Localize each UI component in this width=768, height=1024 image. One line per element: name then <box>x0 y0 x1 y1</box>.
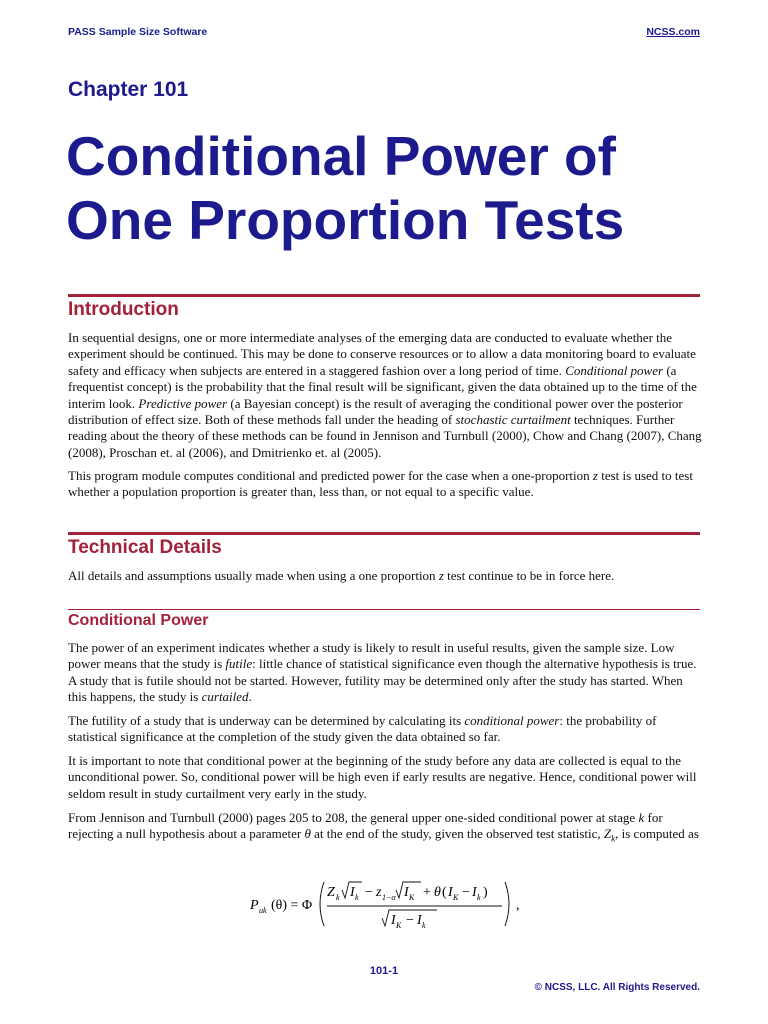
formula-ik-2: I <box>404 885 409 900</box>
section-divider-technical <box>68 532 700 535</box>
formula-theta: θ <box>434 885 441 900</box>
heading-conditional-power: Conditional Power <box>68 612 209 629</box>
formula-ik-3: I <box>448 885 453 900</box>
section-divider-introduction <box>68 294 700 297</box>
formula-plus: + <box>423 885 431 900</box>
conditional-power-formula <box>250 876 530 932</box>
formula-ik-4-sub: k <box>477 893 481 902</box>
formula-ik-6: I <box>417 913 422 928</box>
formula-minus-1: − <box>365 885 373 900</box>
formula-minus-3: − <box>406 913 414 928</box>
formula-zk: Z <box>327 885 335 900</box>
formula-p-sub: uk <box>259 906 267 915</box>
section-divider-conditional-power <box>68 609 700 610</box>
header-software-name: PASS Sample Size Software <box>68 26 208 38</box>
page-number: 101-1 <box>369 965 399 977</box>
formula-ik-1-sub: k <box>355 893 359 902</box>
formula-z-alpha: z <box>376 885 382 900</box>
chapter-label: Chapter 101 <box>68 78 189 101</box>
formula-zk-sub: k <box>336 893 340 902</box>
technical-paragraph-1: All details and assumptions usually made when using a one proportion z test continue to be in force here. <box>68 568 615 583</box>
formula-left-paren <box>320 882 324 926</box>
cp-paragraph-1: The power of an experiment indicates whether a study is likely to result in useful results, given the sample size. Low power means that the study is futile: little chance of statistical significance even though the alternative hypothesis is true. A study that is futile should not be started. However, futility may be determined only after the study has started. When this happens, the study is curtailed. <box>68 640 697 705</box>
header-ncss-link[interactable]: NCSS.com <box>646 26 700 38</box>
formula-ik-6-sub: k <box>422 921 426 930</box>
formula-z-alpha-sub: 1−α <box>382 893 396 902</box>
page-title-line-2: One Proportion Tests <box>66 189 625 251</box>
cp-paragraph-3: It is important to note that conditional power at the beginning of the study before any data are collected is equal to the unconditional power. So, conditional power will be high even if early results are negative. Hence, conditional power will seldom result in study curtailment very early in the study. <box>68 753 697 801</box>
formula-ik-2-sub: K <box>409 893 415 902</box>
copyright-notice: © NCSS, LLC. All Rights Reserved. <box>534 982 700 993</box>
formula-ik-3-sub: K <box>453 893 459 902</box>
formula-ik-4: I <box>472 885 477 900</box>
heading-introduction: Introduction <box>68 299 179 320</box>
formula-lhs: (θ) = Φ <box>271 898 313 913</box>
formula-right-paren <box>505 882 509 926</box>
page-title <box>66 124 716 252</box>
formula-ik-5: I <box>391 913 396 928</box>
formula-minus-2: − <box>462 885 470 900</box>
cp-paragraph-2: The futility of a study that is underway can be determined by calculating its conditional power: the probability of statistical significance at the completion of the study given the data obtained so far. <box>68 713 657 745</box>
intro-paragraph-2: This program module computes conditional and predicted power for the case when a one-proportion z test is used to test whether a population proportion is greater than, less than, or not equal to a specific value. <box>68 468 693 500</box>
intro-paragraph-1: In sequential designs, one or more intermediate analyses of the emerging data are conducted to evaluate whether the experiment should be continued. This may be done to conserve resources or to allow a data monitoring board to evaluate safety and efficacy when subjects are entered in a staggered fashion over a long period of time. Conditional power (a frequentist concept) is the probability that the final result will be significant, given the data obtained up to the time of the interim look. Predictive power (a Bayesian concept) is the result of averaging the conditional power over the posterior distribution of effect size. Both of these methods fall under the heading of stochastic curtailment techniques. Further reading about the theory of these methods can be found in Jennison and Turnbull (2000), Chow and Chang (2007), Chang (2008), Proschan et. al (2006), and Dmitrienko et. al (2005). <box>68 330 702 460</box>
formula-p: P <box>250 898 259 913</box>
cp-paragraph-4: From Jennison and Turnbull (2000) pages 205 to 208, the general upper one-sided conditional power at stage k for rejecting a null hypothesis about a parameter θ at the end of the study, given the observed test statistic, $Z_k$, is computed as <box>68 810 699 844</box>
formula-ik-1: I <box>350 885 355 900</box>
formula-paren-open: ( <box>442 885 447 900</box>
formula-ik-5-sub: K <box>396 921 402 930</box>
heading-technical-details: Technical Details <box>68 537 222 558</box>
formula-comma: , <box>516 898 520 913</box>
formula-paren-close: ) <box>483 885 488 900</box>
page-title-line-1: Conditional Power of <box>66 125 616 187</box>
